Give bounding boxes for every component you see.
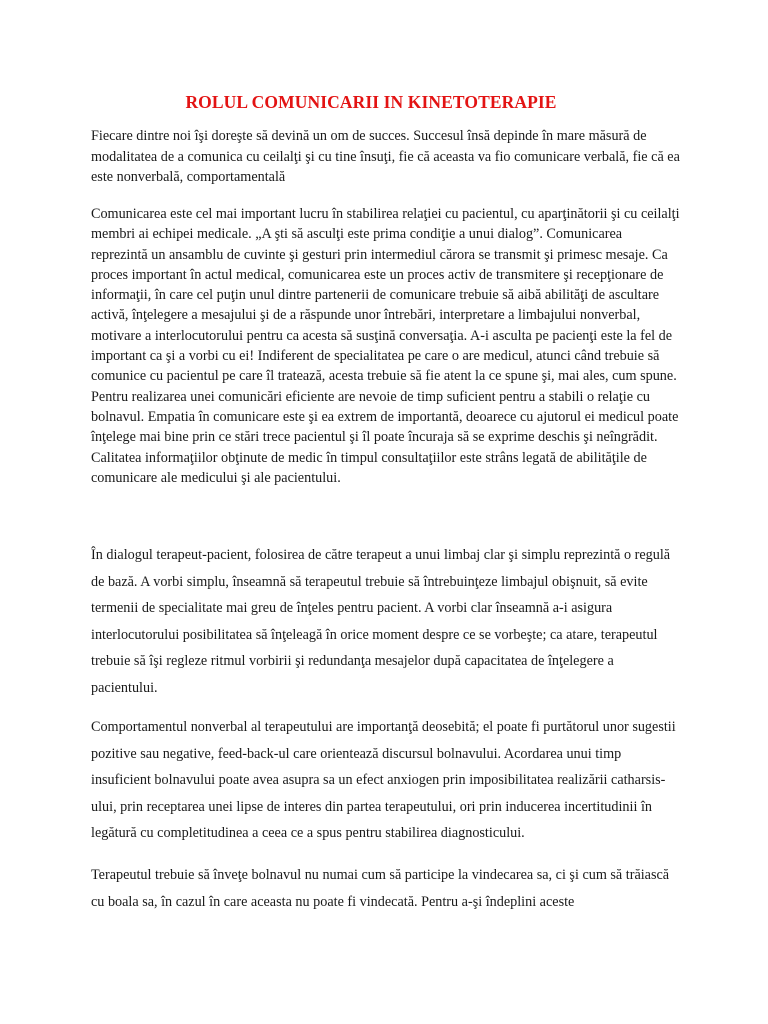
document-title: ROLUL COMUNICARII IN KINETOTERAPIE [185, 92, 557, 112]
paragraph-therapist: Terapeutul trebuie să înveţe bolnavul nu numai cum să participe la vindecarea sa, ci şi cum să trăiască cu boala sa, în cazul în care aceasta nu poate fi vindecată. Pentru a-şi îndeplini aceste [91, 867, 670, 910]
paragraph-dialogue: În dialogul terapeut-pacient, folosirea de către terapeut a unui limbaj clar şi simplu reprezintă o regulă de bază. A vorbi simplu, înseamnă să terapeutul trebuie să întrebuinţeze limbajul obişnuit, să evite termenii de specialitate mai greu de înţeles pentru pacient. A vorbi clar înseamnă a-i asigura interlocutorului posibilitatea să înţeleagă în orice moment despre ce se vorbeşte; ca atare, terapeutul trebuie să îşi regleze ritmul vorbirii şi redundanţa mesajelor după capacitatea de înţelegere a pacientului. [91, 547, 671, 696]
paragraph-communication: Comunicarea este cel mai important lucru în stabilirea relaţiei cu pacientul, cu aparţinătorii şi cu ceilalţi membri ai echipei medicale. „A şti să asculţi este prima condiţie a unui dialog”. Comunicarea reprezintă un ansamblu de cuvinte şi gesturi prin intermediul cărora se transmit şi primesc mesaje. Ca proces important în actul medical, comunicarea este un proces activ de transmitere şi recepţionare de informaţii, în care cel puţin unul dintre partenerii de comunicare trebuie să aibă abilităţi de ascultare activă, înţelegere a mesajului şi de a răspunde unor întrebări, interpretare a limbajului nonverbal, motivare a interlocutorului pentru ca acesta să susţină conversaţia. A-i asculta pe pacienţi este la fel de important ca şi a vorbi cu ei! Indiferent de specialitatea pe care o are medicul, atunci când trebuie să comunice cu pacientul pe care îl tratează, acesta trebuie să fie atent la ce spune şi, mai ales, cum spune. Pentru realizarea unei comunicări eficiente are nevoie de timp suficient pentru a stabili o relaţie cu bolnavul. Empatia în comunicare este şi ea extrem de importantă, deoarece cu ajutorul ei medicul poate înţelege mai bine prin ce stări trece pacientul şi îl poate încuraja să se exprime deschis şi neîngrădit. Calitatea informaţiilor obţinute de medic în timpul consultaţiilor este strâns legată de abilităţile de comunicare ale medicului şi ale pacientului. [91, 206, 680, 486]
paragraph-intro: Fiecare dintre noi îşi doreşte să devină un om de succes. Succesul însă depinde în mare măsură de modalitatea de a comunica cu ceilalţi şi cu tine însuţi, fie că aceasta va fio comunicare verbală, fie că ea este nonverbală, comportamentală [91, 128, 680, 186]
paragraph-nonverbal: Comportamentul nonverbal al terapeutului are importanţă deosebită; el poate fi purtătorul unor sugestii pozitive sau negative, feed-back-ul care orientează discursul bolnavului. Acordarea unui timp insuficient bolnavului poate avea asupra sa un efect anxiogen prin imposibilitatea realizării catharsis-ului, prin receptarea unei lipse de interes din partea terapeutului, ori prin inducerea incertitudinii în legătură cu completitudinea a ceea ce a spus pentru stabilirea diagnosticului. [91, 719, 676, 841]
